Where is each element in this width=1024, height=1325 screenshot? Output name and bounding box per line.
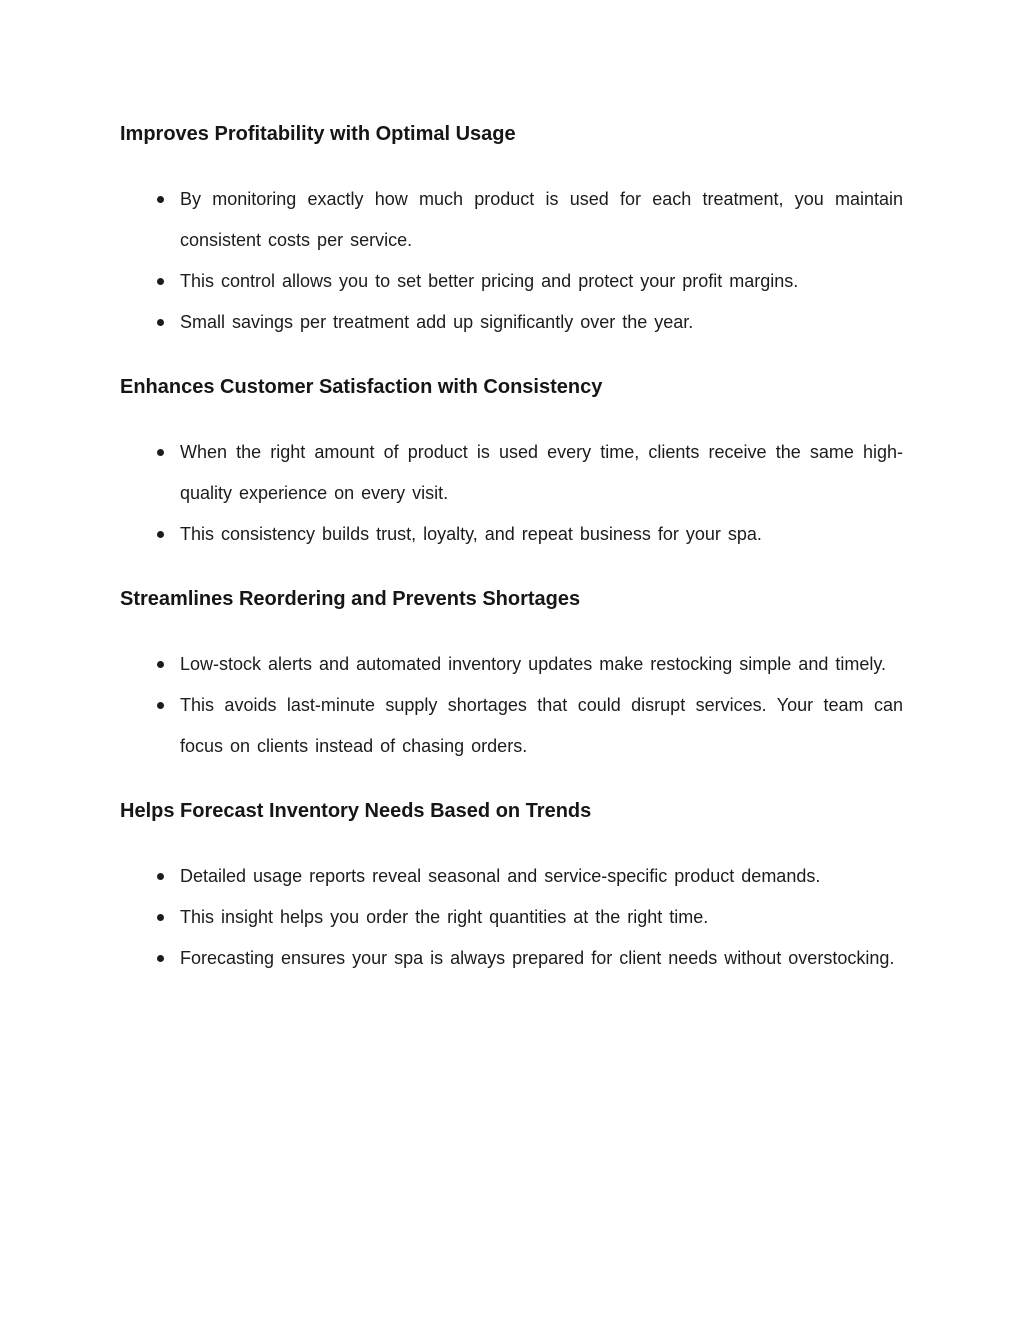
bullet-item: By monitoring exactly how much product is used for each treatment, you maintain consistent costs per service. (180, 179, 903, 261)
bullet-list (120, 644, 903, 767)
section-optimal-usage (120, 114, 903, 343)
section-customer-satisfaction (120, 367, 903, 555)
bullet-item: Small savings per treatment add up significantly over the year. (180, 302, 903, 343)
section-heading: Improves Profitability with Optimal Usage (120, 123, 516, 145)
bullet-list (120, 856, 903, 979)
bullet-item: When the right amount of product is used every time, clients receive the same high-quality experience on every visit. (180, 432, 903, 514)
section-heading: Enhances Customer Satisfaction with Consistency (120, 376, 603, 398)
section-heading: Streamlines Reordering and Prevents Shortages (120, 588, 581, 610)
bullet-item: Low-stock alerts and automated inventory updates make restocking simple and timely. (180, 644, 903, 685)
bullet-item: This control allows you to set better pricing and protect your profit margins. (180, 261, 903, 302)
section-reordering (120, 579, 903, 767)
bullet-item: Detailed usage reports reveal seasonal and service-specific product demands. (180, 856, 903, 897)
bullet-item: This consistency builds trust, loyalty, and repeat business for your spa. (180, 514, 903, 555)
bullet-item: Forecasting ensures your spa is always prepared for client needs without overstocking. (180, 938, 903, 979)
section-heading: Helps Forecast Inventory Needs Based on Trends (120, 800, 592, 822)
section-forecast-inventory (120, 791, 903, 979)
bullet-list (120, 179, 903, 343)
bullet-item: This avoids last-minute supply shortages that could disrupt services. Your team can focus on clients instead of chasing orders. (180, 685, 903, 767)
bullet-list (120, 432, 903, 555)
bullet-item: This insight helps you order the right quantities at the right time. (180, 897, 903, 938)
